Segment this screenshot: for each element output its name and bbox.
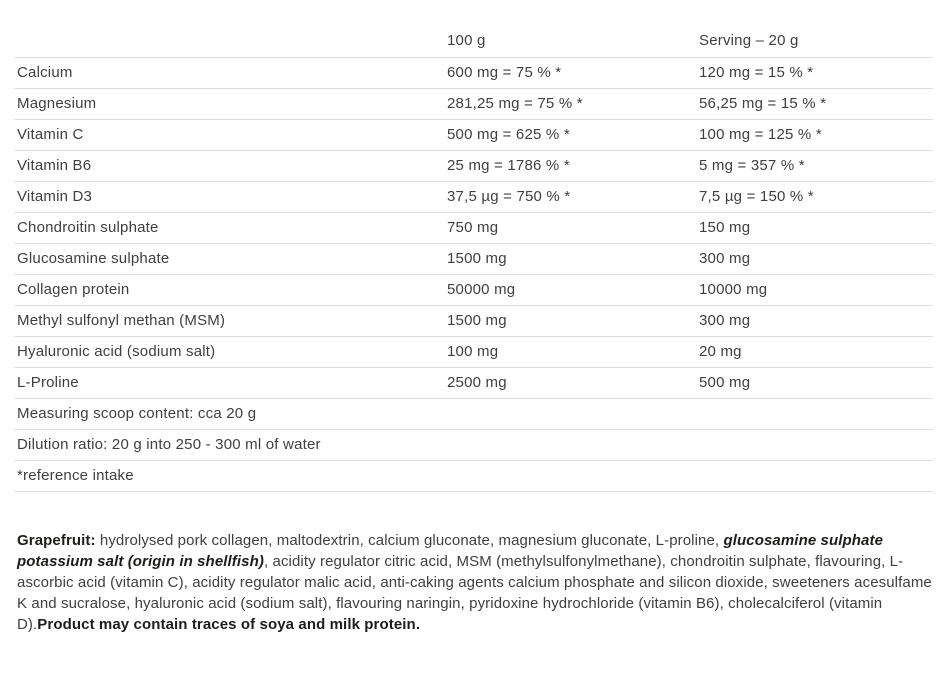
- nutrient-name: Calcium: [14, 57, 447, 88]
- info-text: *reference intake: [14, 460, 933, 491]
- nutrient-per-100g: 37,5 µg = 750 % *: [447, 181, 699, 212]
- nutrient-per-100g: 100 mg: [447, 336, 699, 367]
- nutrient-name: Vitamin C: [14, 119, 447, 150]
- table-row-l-proline: [14, 367, 933, 398]
- nutrient-name: Magnesium: [14, 88, 447, 119]
- info-text: Dilution ratio: 20 g into 250 - 300 ml of water: [14, 429, 933, 460]
- nutrient-per-100g: 750 mg: [447, 212, 699, 243]
- nutrient-name: Vitamin D3: [14, 181, 447, 212]
- nutrient-per-serving: 500 mg: [699, 367, 933, 398]
- table-row-vitamin-b6: [14, 150, 933, 181]
- nutrient-per-100g: 1500 mg: [447, 243, 699, 274]
- header-nutrient: [14, 24, 447, 57]
- header-per-serving: Serving – 20 g: [699, 24, 933, 57]
- table-row-glucosamine-sulphate: [14, 243, 933, 274]
- nutrient-per-100g: 500 mg = 625 % *: [447, 119, 699, 150]
- nutrient-name: Vitamin B6: [14, 150, 447, 181]
- nutrient-per-serving: 100 mg = 125 % *: [699, 119, 933, 150]
- nutrient-name: L-Proline: [14, 367, 447, 398]
- nutrient-per-serving: 10000 mg: [699, 274, 933, 305]
- table-row-scoop-content: [14, 398, 933, 429]
- table-row-hyaluronic-acid: [14, 336, 933, 367]
- nutrient-per-serving: 56,25 mg = 15 % *: [699, 88, 933, 119]
- nutrient-per-serving: 5 mg = 357 % *: [699, 150, 933, 181]
- table-header-row: [14, 24, 933, 57]
- nutrient-name: Glucosamine sulphate: [14, 243, 447, 274]
- table-row-vitamin-d3: [14, 181, 933, 212]
- nutrient-per-serving: 150 mg: [699, 212, 933, 243]
- nutrient-per-serving: 7,5 µg = 150 % *: [699, 181, 933, 212]
- nutrient-name: Hyaluronic acid (sodium salt): [14, 336, 447, 367]
- table-row-chondroitin-sulphate: [14, 212, 933, 243]
- ingredients-text-2: , acidity regulator citric acid, MSM (methylsulfonylmethane), chondroitin sulphate, flavouring, L-ascorbic acid (vitamin C), acidity regulator malic acid, anti-caking agents calcium phosphate and silicon dioxide, sweeteners acesulfame K and sucralose, hyaluronic acid (sodium salt), flavouring naringin, pyridoxine hydrochloride (vitamin B6), cholecalciferol (vitamin D).: [17, 553, 932, 633]
- nutrient-name: Methyl sulfonyl methan (MSM): [14, 305, 447, 336]
- nutrient-per-serving: 20 mg: [699, 336, 933, 367]
- table-row-reference-intake: [14, 460, 933, 491]
- flavour-label: Grapefruit:: [17, 532, 96, 549]
- header-per-100g: 100 g: [447, 24, 699, 57]
- ingredients-text-1: hydrolysed pork collagen, maltodextrin, calcium gluconate, magnesium gluconate, L-proline,: [95, 532, 724, 549]
- nutrient-name: Collagen protein: [14, 274, 447, 305]
- nutrient-per-100g: 2500 mg: [447, 367, 699, 398]
- allergen-warning: Product may contain traces of soya and milk protein.: [37, 616, 421, 633]
- nutrient-name: Chondroitin sulphate: [14, 212, 447, 243]
- nutrient-per-serving: 120 mg = 15 % *: [699, 57, 933, 88]
- nutrition-facts-table: [14, 24, 933, 492]
- nutrient-per-100g: 50000 mg: [447, 274, 699, 305]
- nutrient-per-100g: 600 mg = 75 % *: [447, 57, 699, 88]
- nutrient-per-100g: 281,25 mg = 75 % *: [447, 88, 699, 119]
- nutrient-per-serving: 300 mg: [699, 305, 933, 336]
- info-text: Measuring scoop content: cca 20 g: [14, 398, 933, 429]
- nutrient-per-100g: 1500 mg: [447, 305, 699, 336]
- table-row-calcium: [14, 57, 933, 88]
- table-row-magnesium: [14, 88, 933, 119]
- table-row-msm: [14, 305, 933, 336]
- table-row-vitamin-c: [14, 119, 933, 150]
- ingredients-emphasized-allergen: glucosamine sulphate potassium salt (origin in shellfish): [17, 532, 884, 570]
- nutrient-per-100g: 25 mg = 1786 % *: [447, 150, 699, 181]
- table-row-dilution-ratio: [14, 429, 933, 460]
- ingredients-paragraph: [17, 530, 939, 635]
- table-row-collagen-protein: [14, 274, 933, 305]
- nutrient-per-serving: 300 mg: [699, 243, 933, 274]
